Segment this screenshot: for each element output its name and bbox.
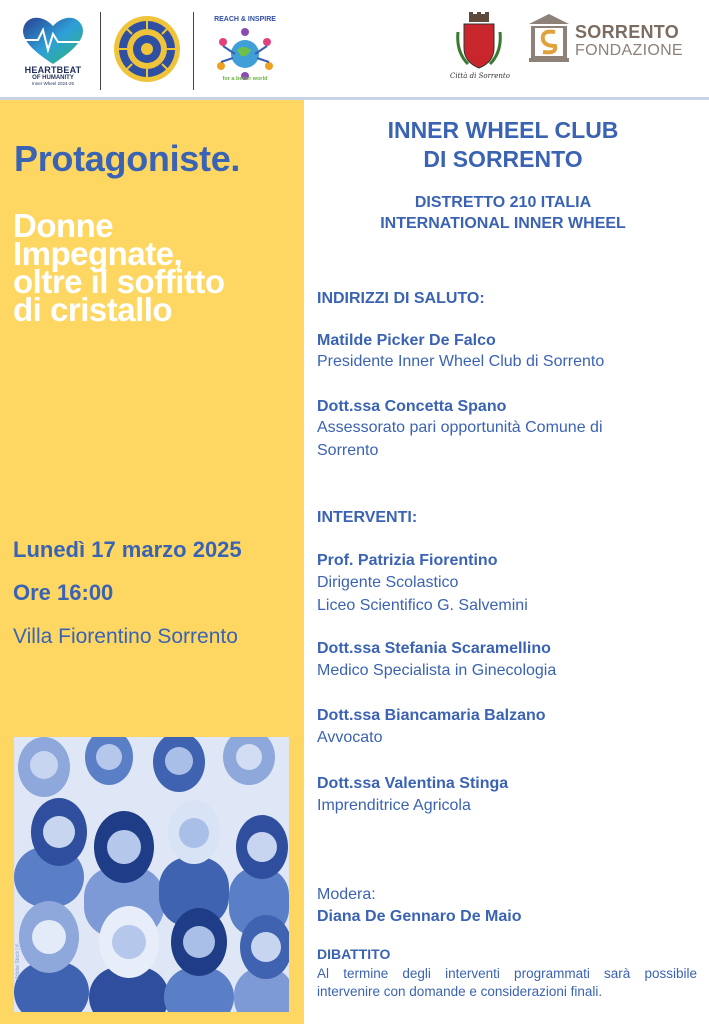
sorrento-fondazione-logo-icon bbox=[527, 14, 571, 64]
saluti-heading: INDIRIZZI DI SALUTO: bbox=[317, 290, 485, 307]
intervento-role: Avvocato bbox=[317, 729, 383, 746]
heartbeat-line2: OF HUMANITY bbox=[32, 75, 74, 81]
subtitle-line: oltre il soffitto bbox=[13, 263, 225, 300]
club-line: INNER WHEEL CLUB bbox=[387, 117, 619, 143]
intervento-name: Prof. Patrizia Fiorentino bbox=[317, 552, 498, 569]
dibattito-title: DIBATTITO bbox=[317, 946, 391, 962]
header-divider bbox=[193, 12, 194, 90]
event-date: Lunedì 17 marzo 2025 bbox=[13, 537, 242, 562]
citta-sorrento-crest-icon bbox=[456, 12, 502, 72]
intervento-role: Imprenditrice Agricola bbox=[317, 797, 471, 814]
event-time: Ore 16:00 bbox=[13, 580, 114, 605]
saluto-role: Sorrento bbox=[317, 442, 379, 459]
subtitle-line: Impegnate, bbox=[13, 235, 183, 272]
header bbox=[0, 0, 709, 100]
district-line: DISTRETTO 210 ITALIA bbox=[414, 194, 592, 211]
heartbeat-line3: Inner Wheel 2024-25 bbox=[31, 81, 75, 86]
inner-wheel-emblem-icon bbox=[112, 14, 182, 84]
reach-inspire-bottom-text: for a better world bbox=[222, 76, 268, 82]
fondazione-line2: FONDAZIONE bbox=[575, 42, 683, 59]
saluto-role: Presidente Inner Wheel Club di Sorrento bbox=[317, 353, 605, 370]
intervento-role: Medico Specialista in Ginecologia bbox=[317, 662, 557, 679]
subtitle-line: Donne bbox=[13, 207, 114, 244]
intervento-role: Liceo Scientifico G. Salvemini bbox=[317, 597, 528, 614]
women-crowd-illustration-icon bbox=[14, 737, 289, 1012]
women-illustration bbox=[14, 737, 289, 1012]
district-line: INTERNATIONAL INNER WHEEL bbox=[380, 215, 626, 232]
club-name bbox=[304, 116, 702, 174]
heartbeat-logo-text bbox=[8, 65, 98, 86]
interventi-heading: INTERVENTI: bbox=[317, 509, 418, 526]
heartbeat-line1: HEARTBEAT bbox=[24, 65, 82, 75]
modera-name: Diana De Gennaro De Maio bbox=[317, 908, 522, 925]
subtitle-line: di cristallo bbox=[13, 291, 173, 328]
illustration-credit: Adobe Stock | #... bbox=[15, 940, 21, 980]
modera-label: Modera: bbox=[317, 886, 376, 903]
intervento-name: Dott.ssa Biancamaria Balzano bbox=[317, 707, 546, 724]
intervento-name: Dott.ssa Valentina Stinga bbox=[317, 775, 509, 792]
header-divider bbox=[100, 12, 101, 90]
heartbeat-heart-logo-icon bbox=[18, 12, 88, 68]
district bbox=[304, 192, 702, 234]
event-title: Protagoniste. bbox=[14, 138, 241, 179]
event-place: Villa Fiorentino Sorrento bbox=[13, 625, 238, 648]
saluto-role: Assessorato pari opportunità Comune di bbox=[317, 419, 603, 436]
saluto-name: Matilde Picker De Falco bbox=[317, 332, 496, 349]
fondazione-line1: SORRENTO bbox=[575, 22, 680, 42]
saluto-name: Dott.ssa Concetta Spano bbox=[317, 398, 507, 415]
intervento-name: Dott.ssa Stefania Scaramellino bbox=[317, 640, 551, 657]
event-subtitle bbox=[13, 207, 303, 328]
intervento-role: Dirigente Scolastico bbox=[317, 574, 459, 591]
club-line: DI SORRENTO bbox=[423, 146, 583, 172]
dibattito-text: Al termine degli interventi programmati sarà possibile intervenire con domande e considerazioni finali. bbox=[317, 966, 697, 999]
reach-inspire-top-text: REACH & INSPIRE bbox=[214, 16, 276, 23]
citta-di-sorrento-text: Città di Sorrento bbox=[450, 72, 510, 80]
